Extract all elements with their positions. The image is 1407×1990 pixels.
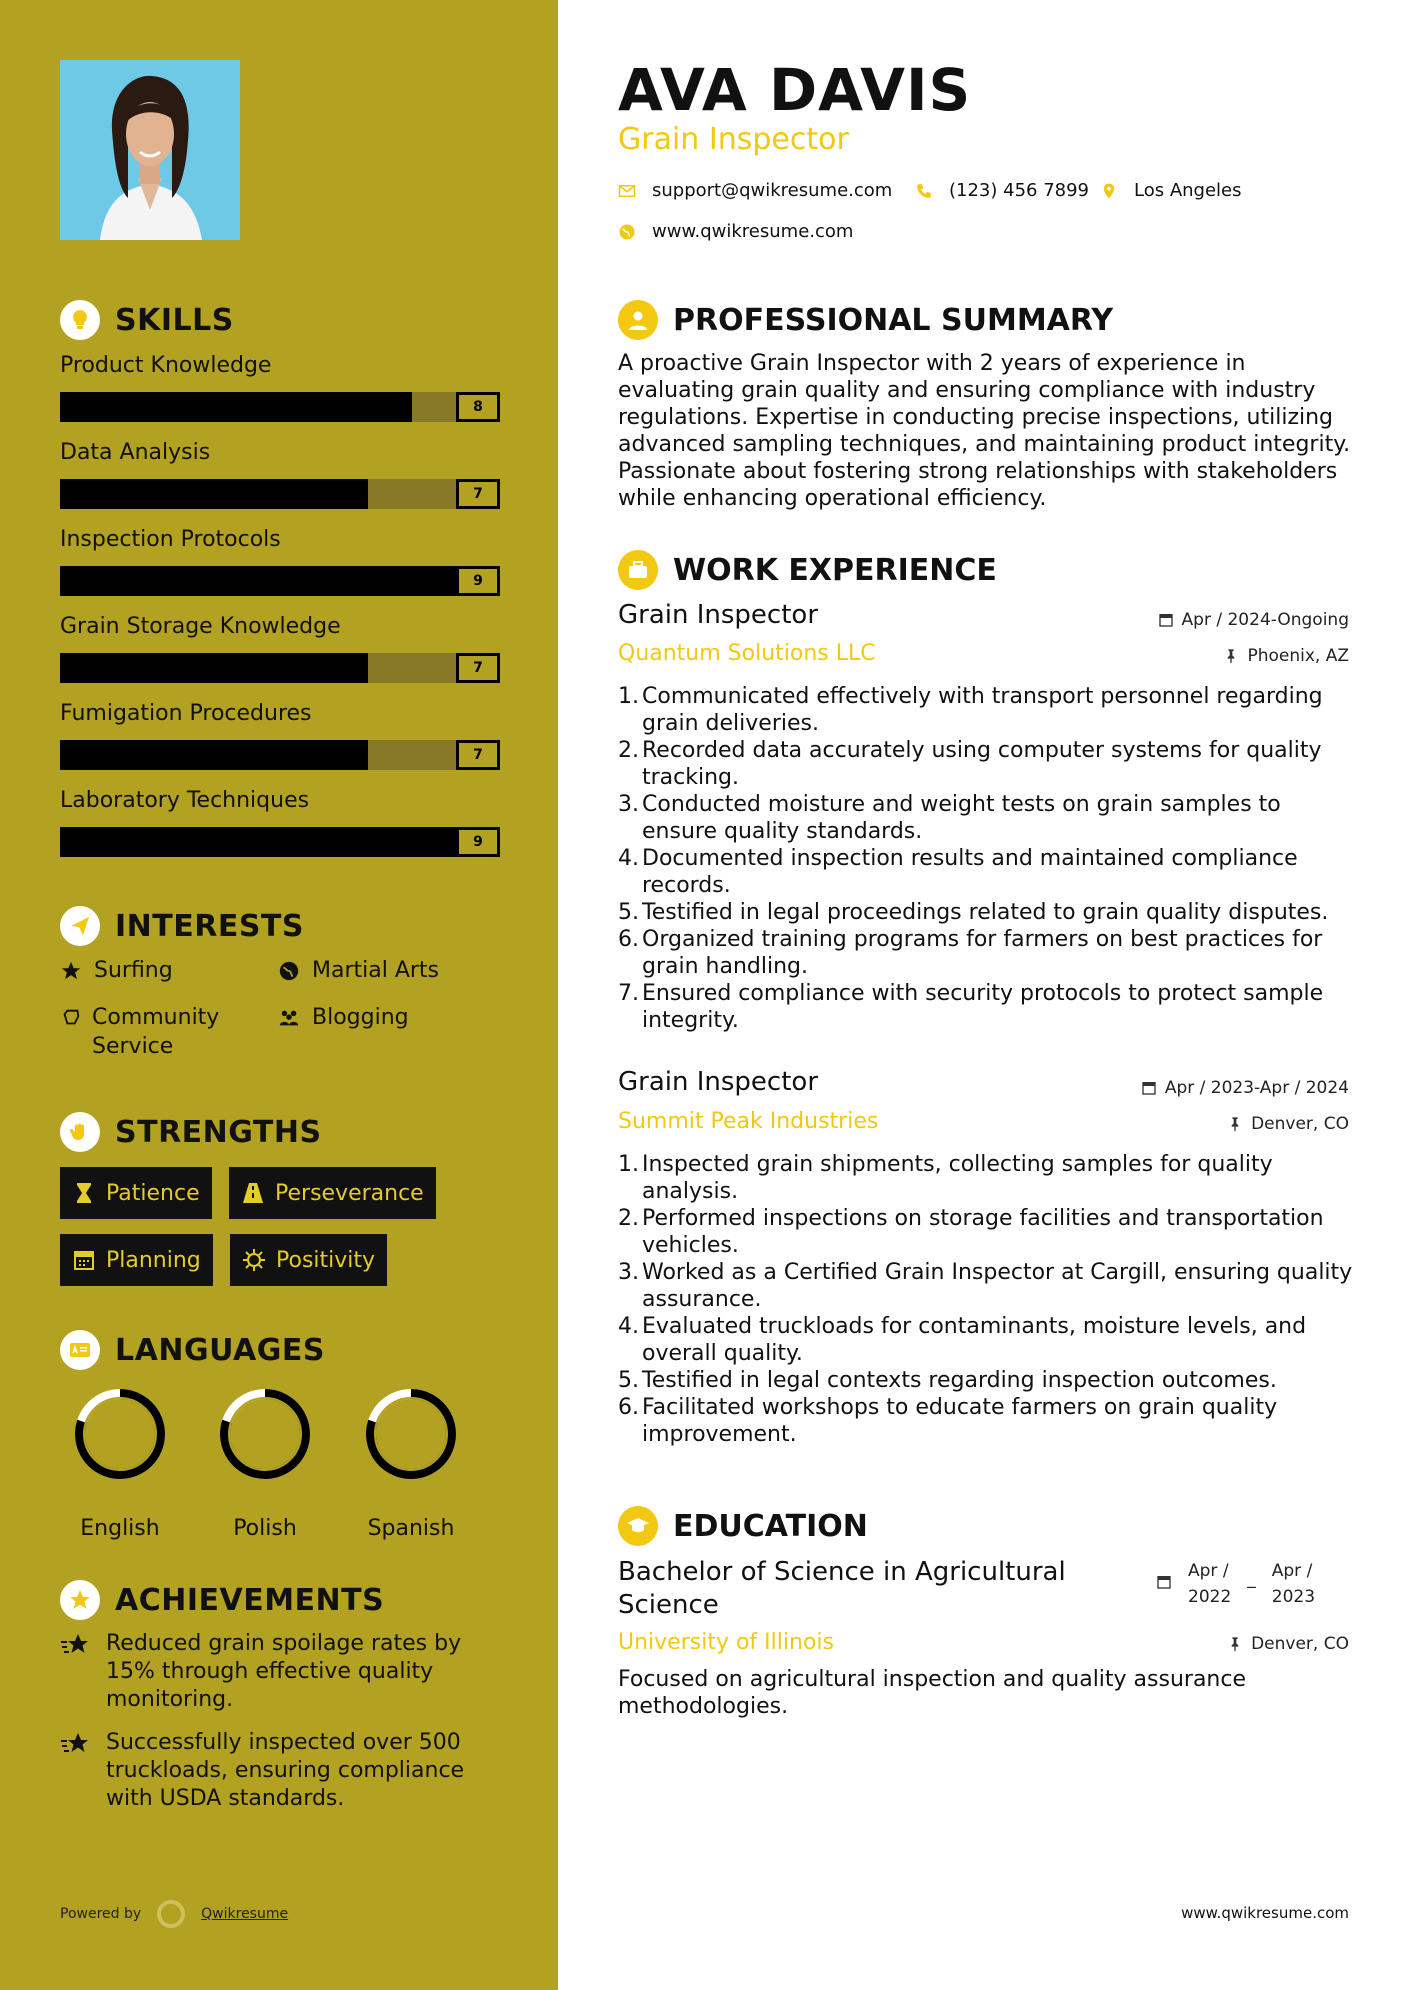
education-description: Focused on agricultural inspection and quality assurance methodologies. (618, 1667, 1247, 1719)
skill-score: 7 (456, 653, 500, 683)
skill-item: Grain Storage Knowledge 7 (60, 611, 500, 683)
job-date: Apr / 2023-Apr / 2024 (1141, 1078, 1349, 1098)
contact-location: Los Angeles (1100, 180, 1242, 201)
achievement-item: Successfully inspected over 500 truckloads, ensuring compliance with USDA standards. (60, 1729, 500, 1813)
list-item: 3. Conducted moisture and weight tests on grain samples to ensure quality standards. (618, 792, 1281, 844)
skill-item: Product Knowledge 8 (60, 350, 500, 422)
skills-heading: SKILLS (60, 300, 234, 340)
briefcase-icon (618, 550, 658, 590)
language-ring (217, 1386, 313, 1482)
list-item: 6. Organized training programs for farmers on best practices for grain handling. (618, 927, 1323, 979)
interest-item: Community Service (60, 1003, 260, 1061)
skill-bar (60, 827, 500, 857)
skill-fill (60, 653, 368, 683)
school-name: University of Illinois (618, 1630, 834, 1655)
envelope-icon (618, 182, 636, 200)
hand-icon (60, 1003, 82, 1032)
list-item: 2. Performed inspections on storage facilities and transportation vehicles. (618, 1206, 1324, 1258)
job-duties-list (618, 683, 1358, 1034)
skill-score: 7 (456, 740, 500, 770)
company-name: Quantum Solutions LLC (618, 641, 876, 666)
strength-badge: Positivity (230, 1234, 387, 1286)
education-location: Denver, CO (1227, 1634, 1349, 1654)
job-title: Grain Inspector (618, 1067, 819, 1097)
list-item: 3. Worked as a Certified Grain Inspector at Cargill, ensuring quality assurance. (618, 1260, 1353, 1312)
interest-item: Martial Arts (278, 956, 439, 985)
degree-title: Bachelor of Science in Agricultural Science (618, 1557, 1066, 1620)
star-icon (60, 956, 84, 985)
education-heading: EDUCATION (618, 1506, 868, 1546)
experience-heading: WORK EXPERIENCE (618, 550, 997, 590)
shooting-star-icon (60, 1630, 94, 1714)
globe-icon (618, 223, 636, 241)
footer-website-link[interactable]: www.qwikresume.com (1181, 1904, 1349, 1922)
strength-badge: Planning (60, 1234, 213, 1286)
calendar-icon (1156, 1574, 1172, 1590)
skill-score: 9 (456, 827, 500, 857)
interest-item: Surfing (60, 956, 173, 985)
job-date: Apr / 2024-Ongoing (1158, 610, 1349, 630)
language-icon (60, 1330, 100, 1370)
list-item: 5. Testified in legal contexts regarding inspection outcomes. (618, 1368, 1277, 1393)
hourglass-icon (72, 1181, 96, 1205)
achievement-item: Reduced grain spoilage rates by 15% through effective quality monitoring. (60, 1630, 500, 1714)
contact-website[interactable]: www.qwikresume.com (618, 221, 853, 242)
skill-item: Fumigation Procedures 7 (60, 698, 500, 770)
job-title: Grain Inspector (618, 600, 819, 630)
candidate-role: Grain Inspector (618, 122, 849, 157)
skill-fill (60, 479, 368, 509)
language-ring (363, 1386, 459, 1482)
skill-item: Inspection Protocols 9 (60, 524, 500, 596)
summary-text: A proactive Grain Inspector with 2 years of experience in evaluating grain quality and ensuring compliance with industry regulations. Expertise in conducting precise inspections, utilizing advanced sampling techniques, and maintaining product integrity. Passionate about fostering strong relationships with stakeholders while enhancing operational efficiency. (618, 351, 1351, 511)
user-icon (618, 300, 658, 340)
strengths-heading: STRENGTHS (60, 1112, 322, 1152)
job-location: Phoenix, AZ (1223, 646, 1349, 666)
list-item: 4. Documented inspection results and maintained compliance records. (618, 846, 1298, 898)
skill-bar (60, 740, 500, 770)
skill-score: 7 (456, 479, 500, 509)
sun-icon (242, 1248, 266, 1272)
skill-item: Laboratory Techniques 9 (60, 785, 500, 857)
skill-bar (60, 392, 500, 422)
language-item: Polish (205, 1386, 325, 1541)
calendar-icon (1158, 612, 1174, 628)
skill-fill (60, 740, 368, 770)
calendar-icon (72, 1248, 96, 1272)
list-item: 4. Evaluated truckloads for contaminants, moisture levels, and overall quality. (618, 1314, 1307, 1366)
shooting-star-icon (60, 1729, 94, 1813)
candidate-name: AVA DAVIS (618, 56, 972, 124)
pushpin-icon (1227, 1636, 1243, 1652)
main-content (558, 0, 1407, 1990)
road-icon (241, 1181, 265, 1205)
profile-photo (60, 60, 240, 240)
phone-icon (915, 182, 933, 200)
map-pin-icon (1100, 182, 1118, 200)
strength-badge: Perseverance (229, 1167, 436, 1219)
list-item: 1. Communicated effectively with transport personnel regarding grain deliveries. (618, 684, 1323, 736)
list-item: 7. Ensured compliance with security protocols to protect sample integrity. (618, 981, 1324, 1033)
language-ring-divider (229, 1398, 301, 1470)
skill-score: 9 (456, 566, 500, 596)
powered-by: Powered by Qwikresume (60, 1900, 288, 1928)
pushpin-icon (1227, 1116, 1243, 1132)
list-item: 5. Testified in legal proceedings related to grain quality disputes. (618, 900, 1329, 925)
list-item: 6. Facilitated workshops to educate farmers on grain quality improvement. (618, 1395, 1278, 1447)
lightbulb-icon (60, 300, 100, 340)
skill-bar (60, 479, 500, 509)
star-burst-icon (60, 1580, 100, 1620)
language-item: Spanish (351, 1386, 471, 1541)
graduation-cap-icon (618, 1506, 658, 1546)
summary-heading: PROFESSIONAL SUMMARY (618, 300, 1113, 340)
list-item: 2. Recorded data accurately using computer systems for quality tracking. (618, 738, 1322, 790)
interest-item: Blogging (278, 1003, 409, 1032)
contact-email[interactable]: support@qwikresume.com (618, 180, 892, 201)
list-item: 1. Inspected grain shipments, collecting samples for quality analysis. (618, 1152, 1273, 1204)
job-duties-list (618, 1151, 1358, 1448)
contact-phone[interactable]: (123) 456 7899 (915, 180, 1089, 201)
language-ring-divider (84, 1398, 156, 1470)
calendar-icon (1141, 1080, 1157, 1096)
qwikresume-link[interactable]: Qwikresume (201, 1906, 289, 1922)
strength-badge: Patience (60, 1167, 212, 1219)
languages-heading: LANGUAGES (60, 1330, 325, 1370)
language-ring-divider (375, 1398, 447, 1470)
globe-icon (278, 956, 302, 985)
skill-item: Data Analysis 7 (60, 437, 500, 509)
skill-fill (60, 827, 456, 857)
users-icon (278, 1003, 302, 1032)
qwikresume-logo-icon (157, 1900, 185, 1928)
sidebar (0, 0, 558, 1990)
skill-fill (60, 566, 456, 596)
skill-bar (60, 653, 500, 683)
interests-heading: INTERESTS (60, 906, 304, 946)
language-ring (72, 1386, 168, 1482)
job-location: Denver, CO (1227, 1114, 1349, 1134)
skill-bar (60, 566, 500, 596)
skill-fill (60, 392, 412, 422)
skill-score: 8 (456, 392, 500, 422)
language-item: English (60, 1386, 180, 1541)
achievements-heading: ACHIEVEMENTS (60, 1580, 384, 1620)
education-date: Apr / 2022 _ Apr / 2023 (1156, 1558, 1315, 1610)
paper-plane-icon (60, 906, 100, 946)
company-name: Summit Peak Industries (618, 1109, 879, 1134)
hand-palm-icon (60, 1112, 100, 1152)
pushpin-icon (1223, 648, 1239, 664)
